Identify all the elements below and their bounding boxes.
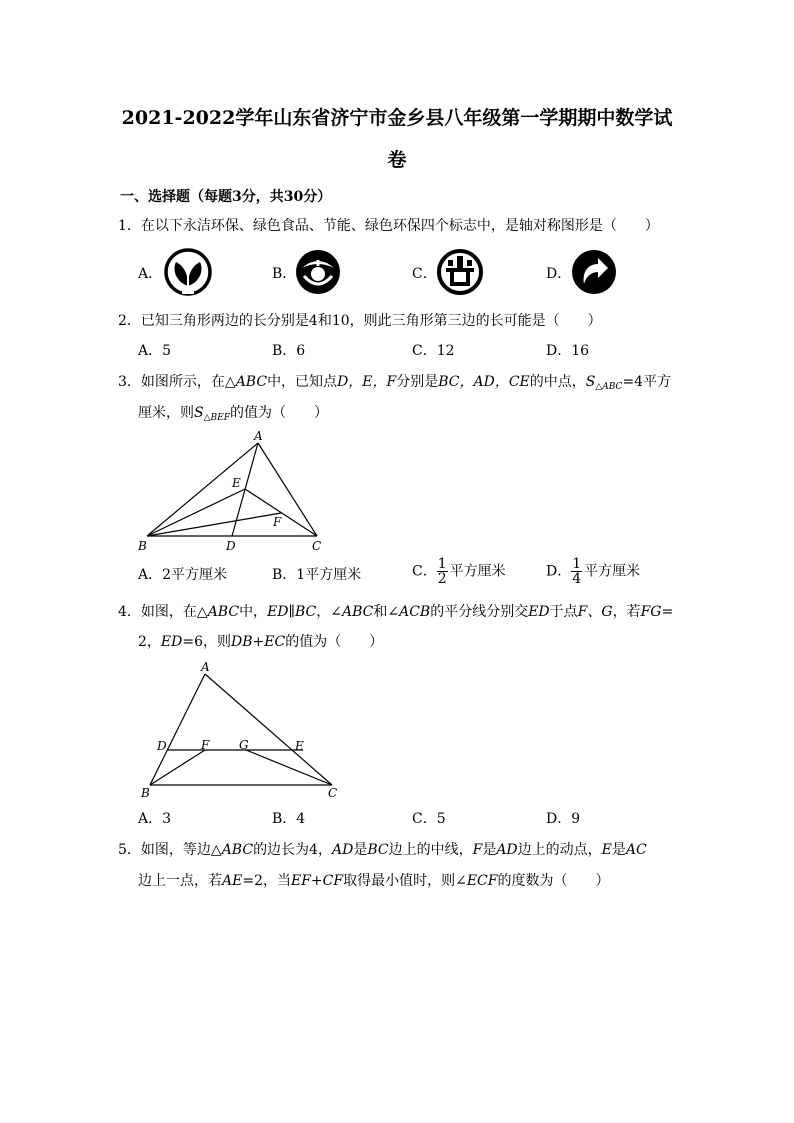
q3-def: D，E，F	[337, 374, 397, 390]
q5-t4: 边上的中线，	[388, 842, 473, 858]
leaf-logo-icon	[164, 248, 212, 296]
q4-t7: ，若	[612, 604, 641, 620]
q4-ed: ED	[528, 604, 550, 620]
q3-label-f: F	[273, 515, 282, 529]
q4-t4: 和∠	[373, 604, 400, 620]
q4-option-d: D．9	[546, 811, 581, 827]
paper-title-line1: 2021-2022学年山东省济宁市金乡县八年级第一学期期中数学试	[121, 107, 673, 129]
q5-l2-d: 的度数为（ ）	[497, 873, 610, 889]
q5-ad: AD	[331, 842, 354, 858]
q2-option-c: C．12	[412, 343, 455, 359]
q4-abc2: ABC	[341, 604, 374, 620]
q3-c-num: 1	[437, 556, 447, 572]
q3-label-c: C	[312, 539, 322, 553]
q5-l2-c: 取得最小值时，则∠	[343, 873, 467, 889]
q5-l2-b: =2，当	[242, 873, 291, 889]
question-2-text: 2．已知三角形两边的长分别是4和10，则此三角形第三边的长可能是（ ）	[118, 313, 602, 329]
q5-t7: 是	[611, 842, 626, 858]
q3-abc: ABC	[235, 374, 268, 390]
q4-triangle-figure	[135, 658, 345, 804]
q1-option-a: A．	[138, 266, 163, 282]
q3-label-b: B	[138, 539, 147, 553]
q5-ac: AC	[625, 842, 647, 858]
q4-option-c: C．5	[412, 811, 446, 827]
q3-sub1: △ABC	[595, 382, 623, 392]
q2-option-a: A．5	[138, 343, 172, 359]
q3-d-num: 1	[572, 556, 582, 572]
question-4-line2	[138, 634, 383, 650]
q4-t3: ，∠	[316, 604, 342, 620]
q3-label-e: E	[232, 476, 241, 490]
q4-t6: 于点	[549, 604, 578, 620]
q4-label-b: B	[141, 786, 150, 800]
q3-sub2: △BEF	[203, 413, 230, 423]
q3-segs: BC，AD，CE	[438, 374, 530, 390]
q4-label-d: D	[157, 739, 167, 753]
q3-s2: S	[194, 405, 204, 421]
q2-option-d: D．16	[546, 343, 590, 359]
q4-label-e: E	[295, 739, 304, 753]
q3-text-c: 分别是	[396, 374, 439, 390]
green-food-logo-icon	[294, 248, 342, 296]
q3-option-d-prefix: D．	[546, 563, 572, 580]
q4-t2: 中，	[239, 604, 268, 620]
energy-saving-logo-icon	[436, 248, 484, 296]
q4-option-b: B．4	[272, 811, 306, 827]
q3-c-den: 2	[437, 571, 447, 587]
q3-option-d	[546, 557, 640, 586]
q5-efcf: EF+CF	[290, 873, 344, 889]
q3-option-a: A．2平方厘米	[138, 567, 228, 583]
q3-option-c	[412, 557, 506, 586]
recycle-arrow-logo-icon	[570, 248, 618, 296]
q5-t3: 是	[353, 842, 368, 858]
q3-label-d: D	[226, 539, 236, 553]
question-5-line2	[138, 873, 609, 889]
q5-ad2: AD	[496, 842, 518, 858]
q4-ed2: ED	[160, 634, 183, 650]
q3-d-den: 4	[572, 571, 582, 587]
q5-t1: 5．如图，等边△	[118, 842, 222, 858]
q4-t5: 的平分线分别交	[430, 604, 529, 620]
q3-text-b: 中，已知点	[267, 374, 338, 390]
q1-option-b: B．	[272, 266, 297, 282]
q3-option-d-unit: 平方厘米	[584, 563, 641, 580]
q4-l2-a: 2，	[138, 634, 161, 650]
q3-triangle-figure	[130, 428, 330, 556]
q5-f: F	[472, 842, 483, 858]
q3-option-c-prefix: C．	[412, 563, 437, 580]
question-1-text: 1．在以下永洁环保、绿色食品、节能、绿色环保四个标志中，是轴对称图形是（ ）	[118, 218, 659, 234]
q3-line2-b: 的值为（ ）	[229, 405, 328, 421]
q5-ecf: ECF	[466, 873, 498, 889]
q3-option-c-unit: 平方厘米	[449, 563, 506, 580]
question-5-line1	[118, 842, 647, 858]
question-3-line1	[118, 374, 671, 395]
q4-label-a: A	[201, 660, 210, 674]
q4-label-f: F	[201, 738, 210, 752]
q4-l2-c: 的值为（ ）	[285, 634, 384, 650]
q3-option-d-fraction	[571, 557, 582, 586]
q4-t1: 4．如图，在△	[118, 604, 208, 620]
q4-label-c: C	[328, 786, 338, 800]
q5-ae: AE	[222, 873, 243, 889]
q3-text-d: 的中点，	[529, 374, 586, 390]
q5-t5: 是	[482, 842, 497, 858]
q4-label-g: G	[239, 738, 249, 752]
section-heading: 一、选择题（每题3分，共30分）	[120, 189, 332, 205]
q5-bc: BC	[367, 842, 389, 858]
q5-e: E	[601, 842, 612, 858]
q3-text-a: 3．如图所示，在△	[118, 374, 236, 390]
q4-fg: FG	[640, 604, 662, 620]
q4-acb: ACB	[399, 604, 431, 620]
question-3-line2	[138, 405, 328, 426]
q4-abc: ABC	[207, 604, 240, 620]
q4-t8: =	[661, 604, 674, 620]
q3-label-a: A	[254, 429, 263, 443]
q4-l2-b: =6，则	[182, 634, 232, 650]
q2-option-b: B．6	[272, 343, 306, 359]
q5-t6: 边上的动点，	[517, 842, 602, 858]
q4-fg-pts: F、G	[577, 604, 613, 620]
q5-l2-a: 边上一点，若	[138, 873, 222, 889]
q4-option-a: A．3	[138, 811, 172, 827]
q3-option-c-fraction	[437, 557, 448, 586]
q4-dbec: DB+EC	[231, 634, 286, 650]
q1-option-d: D．	[546, 266, 572, 282]
q1-option-c: C．	[412, 266, 437, 282]
q3-line2-a: 厘米，则	[138, 405, 194, 421]
question-4-line1	[118, 604, 673, 620]
q3-option-b: B．1平方厘米	[272, 567, 362, 583]
q3-s1: S	[585, 374, 596, 390]
q5-t2: 的边长为4，	[253, 842, 332, 858]
paper-title-line2: 卷	[387, 149, 407, 171]
q5-abc: ABC	[221, 842, 254, 858]
q4-ed-bc: ED∥BC	[267, 604, 317, 620]
q3-text-e: =4平方	[622, 374, 672, 390]
